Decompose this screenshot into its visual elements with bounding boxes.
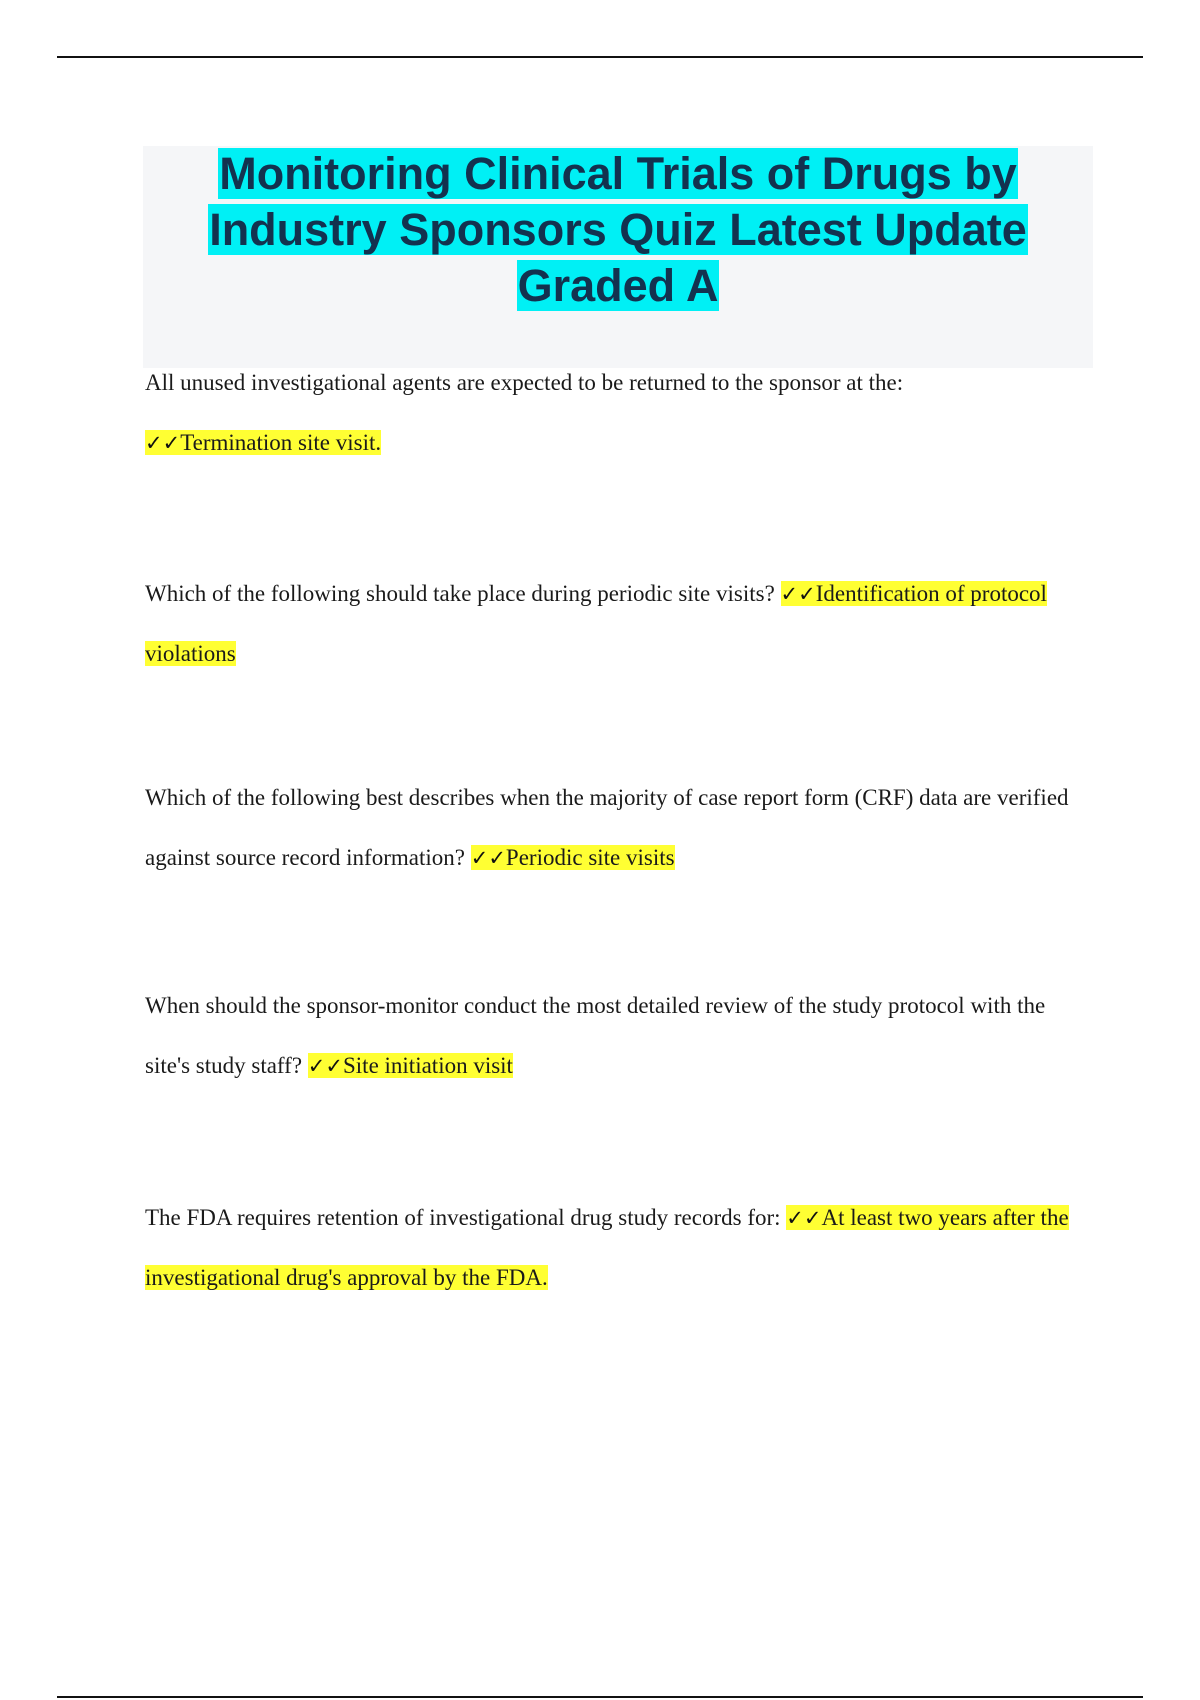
- question-text: Which of the following should take place during periodic site visits?: [145, 581, 775, 606]
- answer-highlight: [308, 1053, 513, 1078]
- question-text: The FDA requires retention of investigational drug study records for:: [145, 1205, 781, 1230]
- page-title: [143, 146, 1093, 314]
- answer-highlight: [145, 430, 381, 455]
- answer-text: Site initiation visit: [343, 1053, 513, 1078]
- double-check-icon: ✓✓: [780, 582, 816, 606]
- title-line: Industry Sponsors Quiz Latest Update: [209, 204, 1027, 255]
- double-check-icon: ✓✓: [470, 846, 506, 870]
- answer-text: Identification of protocol violations: [145, 581, 1047, 666]
- answer-highlight: [471, 845, 675, 870]
- answer-text: At least two years after the investigational drug's approval by the FDA.: [145, 1205, 1069, 1290]
- header-rule: [57, 56, 1143, 58]
- qa-item-1: [145, 353, 1095, 473]
- qa-item-3: [145, 768, 1095, 888]
- qa-item-5: [145, 1188, 1095, 1308]
- footer-rule: [57, 1696, 1143, 1698]
- question-text: When should the sponsor-monitor conduct the most detailed review of the study protocol with the site's study staff?: [145, 993, 1046, 1078]
- double-check-icon: ✓✓: [786, 1206, 822, 1230]
- double-check-icon: ✓✓: [307, 1054, 343, 1078]
- title-line: Graded A: [517, 260, 719, 311]
- qa-item-2: [145, 564, 1095, 684]
- qa-item-4: [145, 976, 1095, 1096]
- question-text: All unused investigational agents are expected to be returned to the sponsor at the:: [145, 370, 904, 395]
- double-check-icon: ✓✓: [145, 431, 181, 455]
- question-text: Which of the following best describes when the majority of case report form (CRF) data are verified against source record information?: [145, 785, 1069, 870]
- answer-text: Periodic site visits: [505, 845, 675, 870]
- title-line: Monitoring Clinical Trials of Drugs by: [219, 148, 1017, 199]
- answer-text: Termination site visit.: [180, 430, 382, 455]
